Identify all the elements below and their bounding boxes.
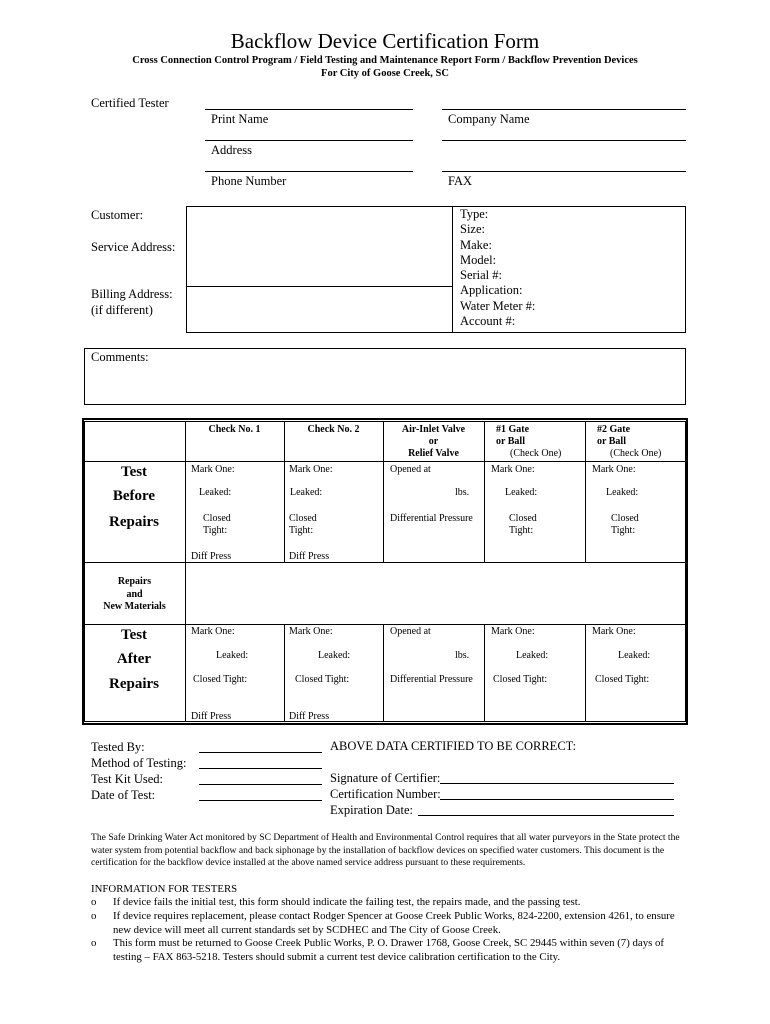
before-check2-mark-one[interactable]: Mark One:: [289, 464, 333, 475]
kit-label: Test Kit Used:: [91, 772, 164, 786]
if-different-label: (if different): [91, 303, 153, 317]
signature-line[interactable]: [440, 783, 674, 784]
before-gate1-tight: Tight:: [509, 525, 534, 536]
before-check2-leaked[interactable]: Leaked:: [290, 487, 323, 498]
tested-by-label: Tested By:: [91, 740, 145, 754]
print-name-line[interactable]: [205, 109, 413, 110]
form-subtitle: Cross Connection Control Program / Field Testing and Maintenance Report Form / Backflow Prevention Devices: [132, 55, 638, 66]
billing-address-label: Billing Address:: [91, 287, 173, 301]
before-check1-closed: Closed: [203, 513, 231, 524]
before-gate1-closed: Closed: [509, 513, 537, 524]
after-check2-mark-one[interactable]: Mark One:: [289, 626, 333, 637]
after-check1-diff-press[interactable]: Diff Press: [191, 711, 232, 722]
before-air-opened-at[interactable]: Opened at: [390, 464, 431, 475]
test-after-label-2: After: [116, 651, 152, 667]
method-line[interactable]: [199, 768, 322, 769]
after-check2-leaked[interactable]: Leaked:: [318, 650, 351, 661]
table-col-line-5: [585, 421, 586, 562]
cert-number-label: Certification Number:: [330, 787, 441, 801]
header-gate-2-line-1: #2 Gate: [597, 424, 631, 435]
address-label: Address: [211, 143, 252, 157]
header-gate-2-line-2: or Ball: [597, 436, 626, 447]
header-gate-1-line-1: #1 Gate: [496, 424, 530, 435]
header-air-line-2: or: [428, 436, 439, 447]
test-before-label-1: Test: [120, 464, 148, 480]
before-gate1-leaked[interactable]: Leaked:: [505, 487, 538, 498]
before-check2-closed: Closed: [289, 513, 317, 524]
after-gate1-closed-tight[interactable]: Closed Tight:: [493, 674, 548, 685]
info-item-1: If device fails the initial test, this form should indicate the failing test, the repairs made, and the passing test.: [113, 896, 581, 908]
after-gate1-mark-one[interactable]: Mark One:: [491, 626, 535, 637]
table-col-line-9: [585, 624, 586, 722]
device-field-model: Model:: [460, 252, 497, 267]
comments-label: Comments:: [91, 350, 149, 364]
before-check1-closed-tight[interactable]: [203, 513, 231, 537]
company-name-label: Company Name: [448, 112, 530, 126]
before-gate2-closed: Closed: [611, 513, 639, 524]
after-check1-closed-tight[interactable]: Closed Tight:: [193, 674, 248, 685]
header-gate-1: [496, 424, 561, 460]
repairs-label: [84, 576, 185, 614]
device-field-serial: Serial #:: [460, 268, 503, 283]
after-gate2-leaked[interactable]: Leaked:: [618, 650, 651, 661]
date-label: Date of Test:: [91, 788, 156, 802]
after-gate2-closed-tight[interactable]: Closed Tight:: [595, 674, 650, 685]
company-name-line[interactable]: [442, 109, 686, 110]
print-name-label: Print Name: [211, 112, 269, 126]
before-gate1-closed-tight[interactable]: [509, 513, 537, 537]
info-bullet-2: o: [91, 910, 97, 922]
address-line-right[interactable]: [442, 140, 686, 141]
after-air-lbs: lbs.: [455, 650, 470, 661]
test-after-label-3: Repairs: [109, 676, 159, 692]
kit-line[interactable]: [199, 784, 322, 785]
customer-label: Customer:: [91, 208, 144, 222]
table-col-line-7: [383, 624, 384, 722]
repairs-field[interactable]: [186, 563, 685, 623]
before-check1-diff-press[interactable]: Diff Press: [191, 551, 232, 562]
repairs-label-line-3: New Materials: [103, 601, 166, 612]
table-row-line-1: [84, 461, 686, 462]
fax-label: FAX: [448, 174, 473, 188]
before-air-lbs: lbs.: [455, 487, 470, 498]
service-address-label: Service Address:: [91, 240, 176, 254]
before-gate2-closed-tight[interactable]: [611, 513, 639, 537]
certified-tester-label: Certified Tester: [91, 96, 169, 110]
repairs-label-line-1: Repairs: [117, 576, 152, 587]
billing-field[interactable]: [187, 288, 451, 332]
test-info-labels: [91, 739, 186, 803]
form-city: For City of Goose Creek, SC: [321, 68, 449, 79]
device-field-type: Type:: [460, 207, 489, 221]
after-check2-diff-press[interactable]: Diff Press: [289, 711, 330, 722]
device-field-make: Make:: [460, 237, 492, 252]
table-col-line-6: [284, 624, 285, 722]
cert-number-line[interactable]: [440, 799, 674, 800]
table-col-line-4: [484, 421, 485, 562]
address-line[interactable]: [205, 140, 413, 141]
before-check1-mark-one[interactable]: Mark One:: [191, 464, 235, 475]
fax-line[interactable]: [442, 171, 686, 172]
table-col-line-8: [484, 624, 485, 722]
form-title: Backflow Device Certification Form: [230, 29, 540, 53]
after-check1-mark-one[interactable]: Mark One:: [191, 626, 235, 637]
test-before-label-3: Repairs: [109, 514, 159, 530]
date-line[interactable]: [199, 800, 322, 801]
after-check2-closed-tight[interactable]: Closed Tight:: [295, 674, 350, 685]
device-field-size: Size:: [460, 222, 485, 237]
before-check2-closed-tight[interactable]: [289, 513, 317, 537]
header-air-line-1: Air-Inlet Valve: [401, 424, 466, 435]
header-gate-2: [597, 424, 661, 460]
info-bullet-3: o: [91, 937, 97, 949]
before-check2-diff-press[interactable]: Diff Press: [289, 551, 330, 562]
before-gate2-tight: Tight:: [611, 525, 636, 536]
before-check1-leaked[interactable]: Leaked:: [199, 487, 232, 498]
test-before-label-2: Before: [112, 488, 156, 504]
tested-by-line[interactable]: [199, 752, 322, 753]
info-item-2: If device requires replacement, please contact Rodger Spencer at Goose Creek Public Works, 824-2200, extension 4261, to ensure new device will meet all current standards set by SCDHEC and The City of Goose Creek.: [113, 910, 675, 936]
before-gate1-mark-one[interactable]: Mark One:: [491, 464, 535, 475]
certified-statement: ABOVE DATA CERTIFIED TO BE CORRECT:: [330, 739, 577, 753]
test-after-label-1: Test: [120, 627, 148, 643]
expiration-label: Expiration Date:: [330, 803, 413, 817]
sdwa-notice: The Safe Drinking Water Act monitored by SC Department of Health and Environmental Control requires that all water purveyors in the State protect the water system from potential backflow and back siphonage by the installation of backflow devices on specified water customers. This document is the certification for the backflow device installed at the above named service address pursuant to these requirements.: [91, 832, 680, 869]
header-check-1: Check No. 1: [208, 424, 261, 435]
customer-box-divider: [452, 206, 453, 333]
method-label: Method of Testing:: [91, 756, 187, 770]
repairs-label-line-2: and: [126, 588, 143, 600]
header-air-inlet: [383, 424, 484, 460]
before-check2-tight: Tight:: [289, 525, 314, 536]
phone-label: Phone Number: [211, 174, 287, 188]
phone-line[interactable]: [205, 171, 413, 172]
customer-service-field[interactable]: [187, 207, 451, 285]
device-field-application: Application:: [460, 283, 523, 298]
after-check1-leaked[interactable]: Leaked:: [216, 650, 249, 661]
after-air-opened-at[interactable]: Opened at: [390, 626, 431, 637]
info-item-3: This form must be returned to Goose Creek Public Works, P. O. Drawer 1768, Goose Creek, SC 29445 within seven (7) days of testing – FAX 863-5218. Testers should submit a current test device calibration certification to the City.: [113, 937, 664, 963]
header-gate-1-line-2: or Ball: [496, 436, 525, 447]
after-air-differential-pressure: Differential Pressure: [390, 674, 473, 685]
header-gate-2-line-3: (Check One): [610, 448, 662, 459]
table-row-line-3: [84, 624, 686, 625]
before-gate2-leaked[interactable]: Leaked:: [606, 487, 639, 498]
before-check1-tight: Tight:: [203, 525, 228, 536]
device-field-list: [460, 207, 535, 329]
billing-divider: [186, 286, 452, 287]
header-air-line-3: Relief Valve: [408, 448, 459, 459]
before-gate2-mark-one[interactable]: Mark One:: [592, 464, 636, 475]
signature-label: Signature of Certifier:: [330, 771, 441, 785]
after-gate1-leaked[interactable]: Leaked:: [516, 650, 549, 661]
header-gate-1-line-3: (Check One): [510, 448, 562, 459]
header-check-2: Check No. 2: [307, 424, 360, 435]
info-heading: INFORMATION FOR TESTERS: [91, 883, 238, 895]
table-col-line-2: [284, 421, 285, 562]
comments-box[interactable]: [84, 348, 686, 405]
info-bullet-1: o: [91, 896, 97, 908]
device-field-account: Account #:: [460, 314, 516, 329]
after-gate2-mark-one[interactable]: Mark One:: [592, 626, 636, 637]
expiration-line[interactable]: [418, 815, 674, 816]
before-air-differential-pressure: Differential Pressure: [390, 513, 473, 524]
device-field-water-meter: Water Meter #:: [460, 298, 536, 313]
